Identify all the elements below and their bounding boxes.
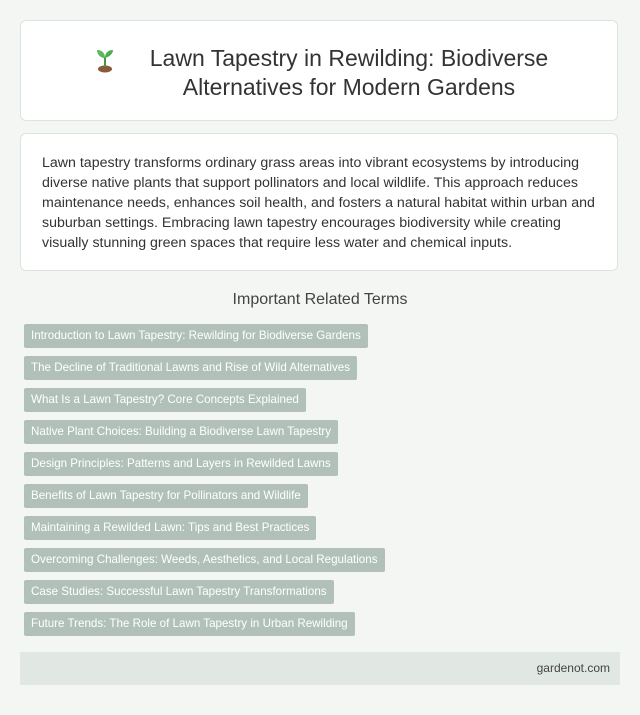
seedling-icon xyxy=(91,45,119,73)
related-terms-list xyxy=(24,324,624,644)
title-card xyxy=(20,20,618,121)
related-term-tag[interactable]: Maintaining a Rewilded Lawn: Tips and Best Practices xyxy=(24,516,316,540)
page-title: Lawn Tapestry in Rewilding: Biodiverse Alternatives for Modern Gardens xyxy=(149,45,549,100)
related-term-tag[interactable]: Design Principles: Patterns and Layers in Rewilded Lawns xyxy=(24,452,338,476)
related-term-tag[interactable]: Native Plant Choices: Building a Biodiverse Lawn Tapestry xyxy=(24,420,338,444)
related-term-tag[interactable]: Overcoming Challenges: Weeds, Aesthetics, and Local Regulations xyxy=(24,548,385,572)
related-term-tag[interactable]: Introduction to Lawn Tapestry: Rewilding for Biodiverse Gardens xyxy=(24,324,368,348)
related-term-tag[interactable]: Benefits of Lawn Tapestry for Pollinators and Wildlife xyxy=(24,484,308,508)
related-term-tag[interactable]: Case Studies: Successful Lawn Tapestry Transformations xyxy=(24,580,334,604)
related-term-tag[interactable]: The Decline of Traditional Lawns and Rise of Wild Alternatives xyxy=(24,356,357,380)
related-term-tag[interactable]: What Is a Lawn Tapestry? Core Concepts Explained xyxy=(24,388,306,412)
footer-site-name: gardenot.com xyxy=(536,661,610,675)
intro-text: Lawn tapestry transforms ordinary grass areas into vibrant ecosystems by introducing diverse native plants that support pollinators and local wildlife. This approach reduces maintenance needs, enhances soil health, and fosters a natural habitat within urban and suburban settings. Embracing lawn tapestry encourages biodiversity while creating visually stunning green spaces that require less water and chemical inputs. xyxy=(42,155,595,251)
intro-card xyxy=(20,133,618,271)
related-terms-heading: Important Related Terms xyxy=(232,291,408,308)
related-term-tag[interactable]: Future Trends: The Role of Lawn Tapestry in Urban Rewilding xyxy=(24,612,355,636)
footer xyxy=(20,652,620,685)
